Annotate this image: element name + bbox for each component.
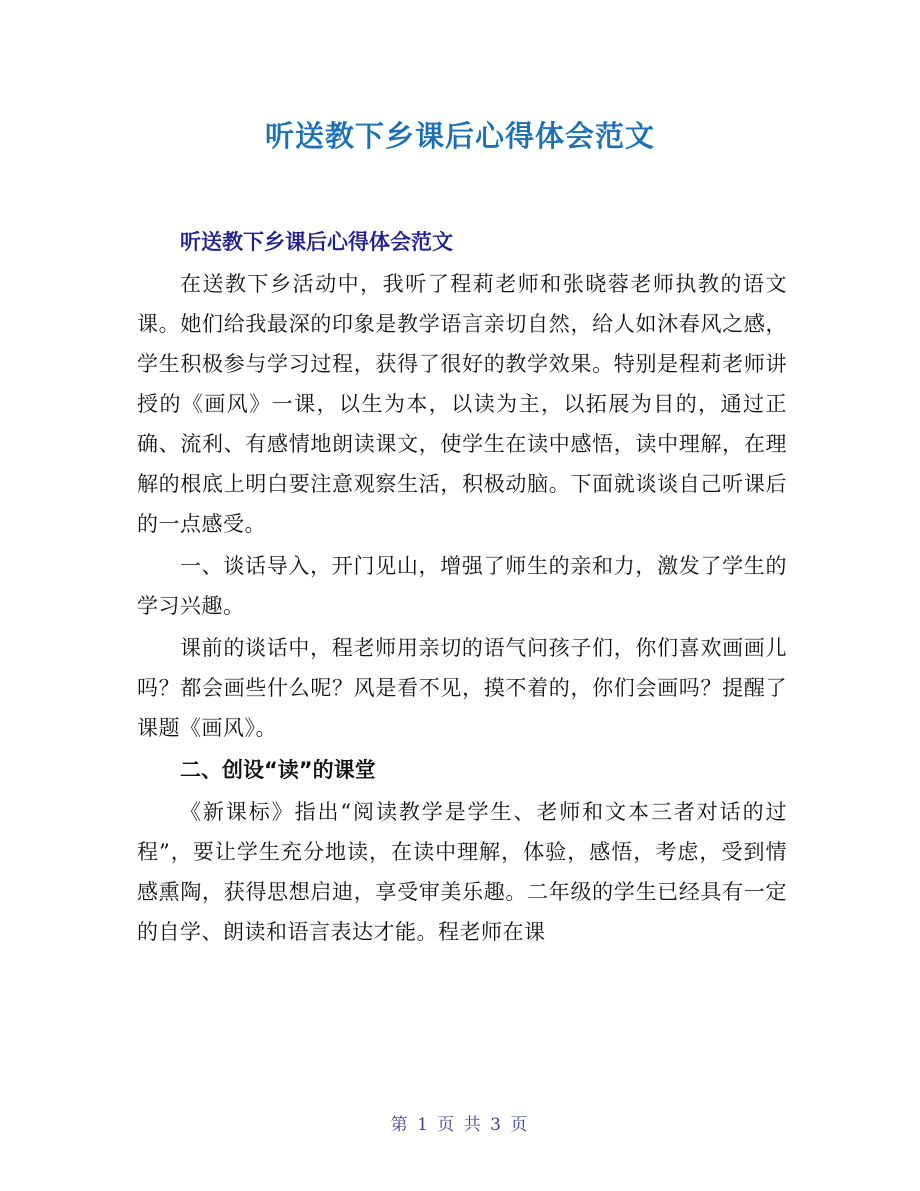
document-title: 听送教下乡课后心得体会范文 — [264, 119, 655, 153]
paragraph-intro: 在送教下乡活动中，我听了程莉老师和张晓蓉老师执教的语文课。她们给我最深的印象是教学语言亲切自然，给人如沐春风之感，学生积极参与学习过程，获得了很好的教学效果。特别是程莉老师讲授的《画风》一课，以生为本，以读为主，以拓展为目的，通过正确、流利、有感情地朗读课文，使学生在读中感悟，读中理解，在理解的根底上明白要注意观察生活，积极动脑。下面就谈谈自己听课后的一点感受。 — [137, 272, 787, 536]
paragraph-curriculum: 《新课标》指出“阅读教学是学生、老师和文本三者对话的过程”，要让学生充分地读，在读中理解，体验，感悟，考虑，受到情感熏陶，获得思想启迪，享受审美乐趣。二年级的学生已经具有一定的自学、朗读和语言表达才能。程老师在课 — [137, 800, 787, 944]
document-subtitle: 听送教下乡课后心得体会范文 — [180, 230, 453, 254]
document-body — [137, 222, 787, 954]
paragraph-point-one: 一、谈话导入，开门见山，增强了师生的亲和力，激发了学生的学习兴趣。 — [137, 554, 787, 618]
paragraph-dialogue: 课前的谈话中，程老师用亲切的语气问孩子们，你们喜欢画画儿吗？都会画些什么呢？风是看不见，摸不着的，你们会画吗？提醒了课题《画风》。 — [137, 636, 787, 740]
section-heading-two: 二、创设“读”的课堂 — [180, 758, 376, 782]
page-number-footer: 第 1 页 共 3 页 — [390, 1115, 530, 1135]
